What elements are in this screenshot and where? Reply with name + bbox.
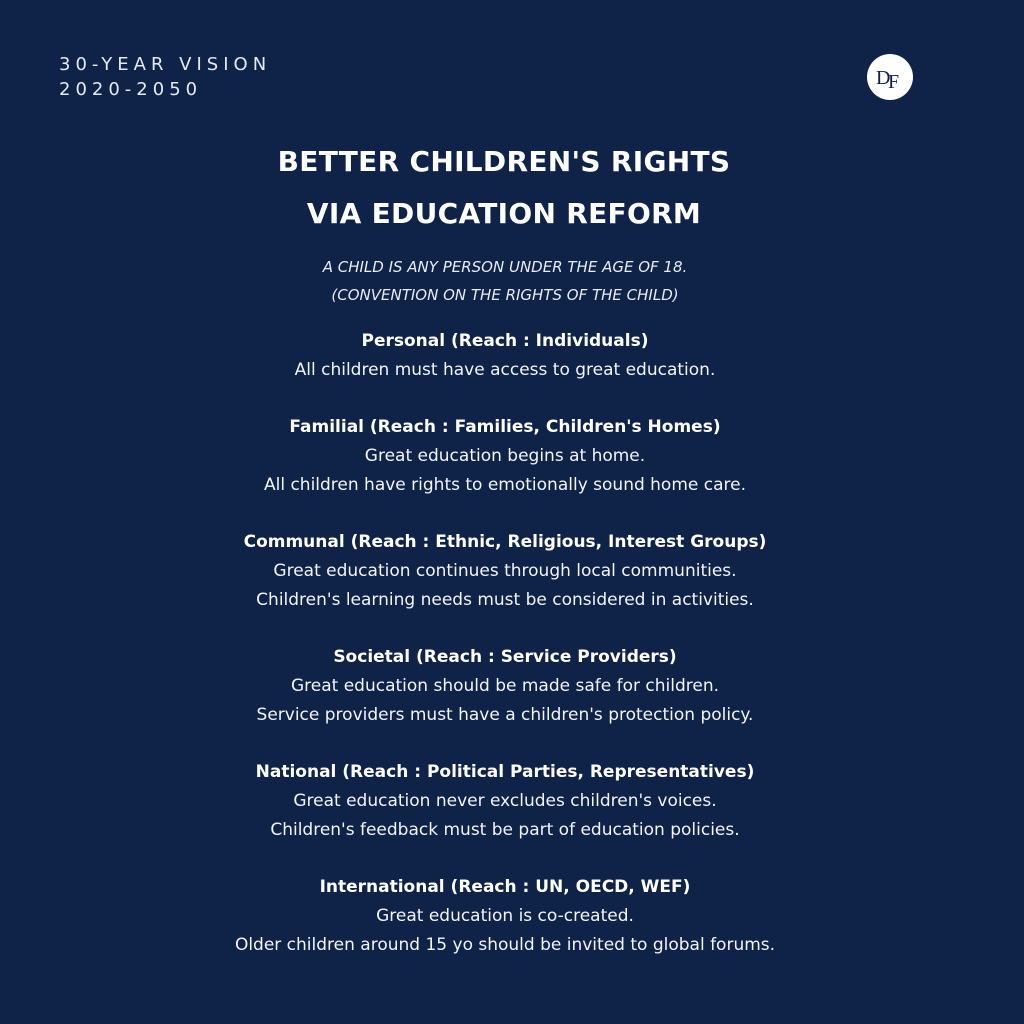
section-heading: International (Reach : UN, OECD, WEF) (319, 877, 691, 897)
section-societal (0, 643, 1010, 730)
vision-label (59, 52, 271, 102)
section-text: Older children around 15 yo should be invited to global forums. (234, 935, 776, 955)
logo-letter-f: F (888, 71, 900, 93)
section-text: Service providers must have a children's protection policy. (256, 705, 754, 725)
title-line-2: VIA EDUCATION REFORM (306, 197, 702, 230)
df-logo-mark (867, 54, 913, 100)
section-text: Great education continues through local communities. (273, 561, 737, 581)
section-text: All children have rights to emotionally sound home care. (263, 475, 747, 495)
page-title (0, 136, 1008, 240)
definition-line-2: (CONVENTION ON THE RIGHTS OF THE CHILD) (331, 286, 679, 304)
section-text: Children's learning needs must be considered in activities. (256, 590, 754, 610)
vision-title: 30-YEAR VISION (59, 54, 272, 75)
section-personal (0, 327, 1010, 385)
section-text: All children must have access to great education. (294, 360, 716, 380)
logo-letter-d: D (876, 67, 891, 89)
reach-sections (0, 327, 1010, 988)
section-national (0, 758, 1010, 845)
vision-years: 2020-2050 (59, 79, 203, 100)
definition-note (0, 253, 1010, 309)
section-heading: Societal (Reach : Service Providers) (333, 647, 677, 667)
section-text: Great education is co-created. (376, 906, 634, 926)
df-logo (867, 54, 913, 100)
section-communal (0, 528, 1010, 615)
definition-line-1: A CHILD IS ANY PERSON UNDER THE AGE OF 18. (322, 258, 688, 276)
section-heading: National (Reach : Political Parties, Representatives) (255, 762, 755, 782)
section-heading: Personal (Reach : Individuals) (361, 331, 649, 351)
section-international (0, 873, 1010, 960)
section-text: Great education never excludes children's voices. (293, 791, 717, 811)
title-line-1: BETTER CHILDREN'S RIGHTS (277, 145, 731, 178)
section-familial (0, 413, 1010, 500)
section-heading: Communal (Reach : Ethnic, Religious, Interest Groups) (243, 532, 767, 552)
section-text: Children's feedback must be part of education policies. (270, 820, 740, 840)
section-text: Great education begins at home. (364, 446, 646, 466)
section-heading: Familial (Reach : Families, Children's Homes) (289, 417, 721, 437)
section-text: Great education should be made safe for children. (290, 676, 719, 696)
